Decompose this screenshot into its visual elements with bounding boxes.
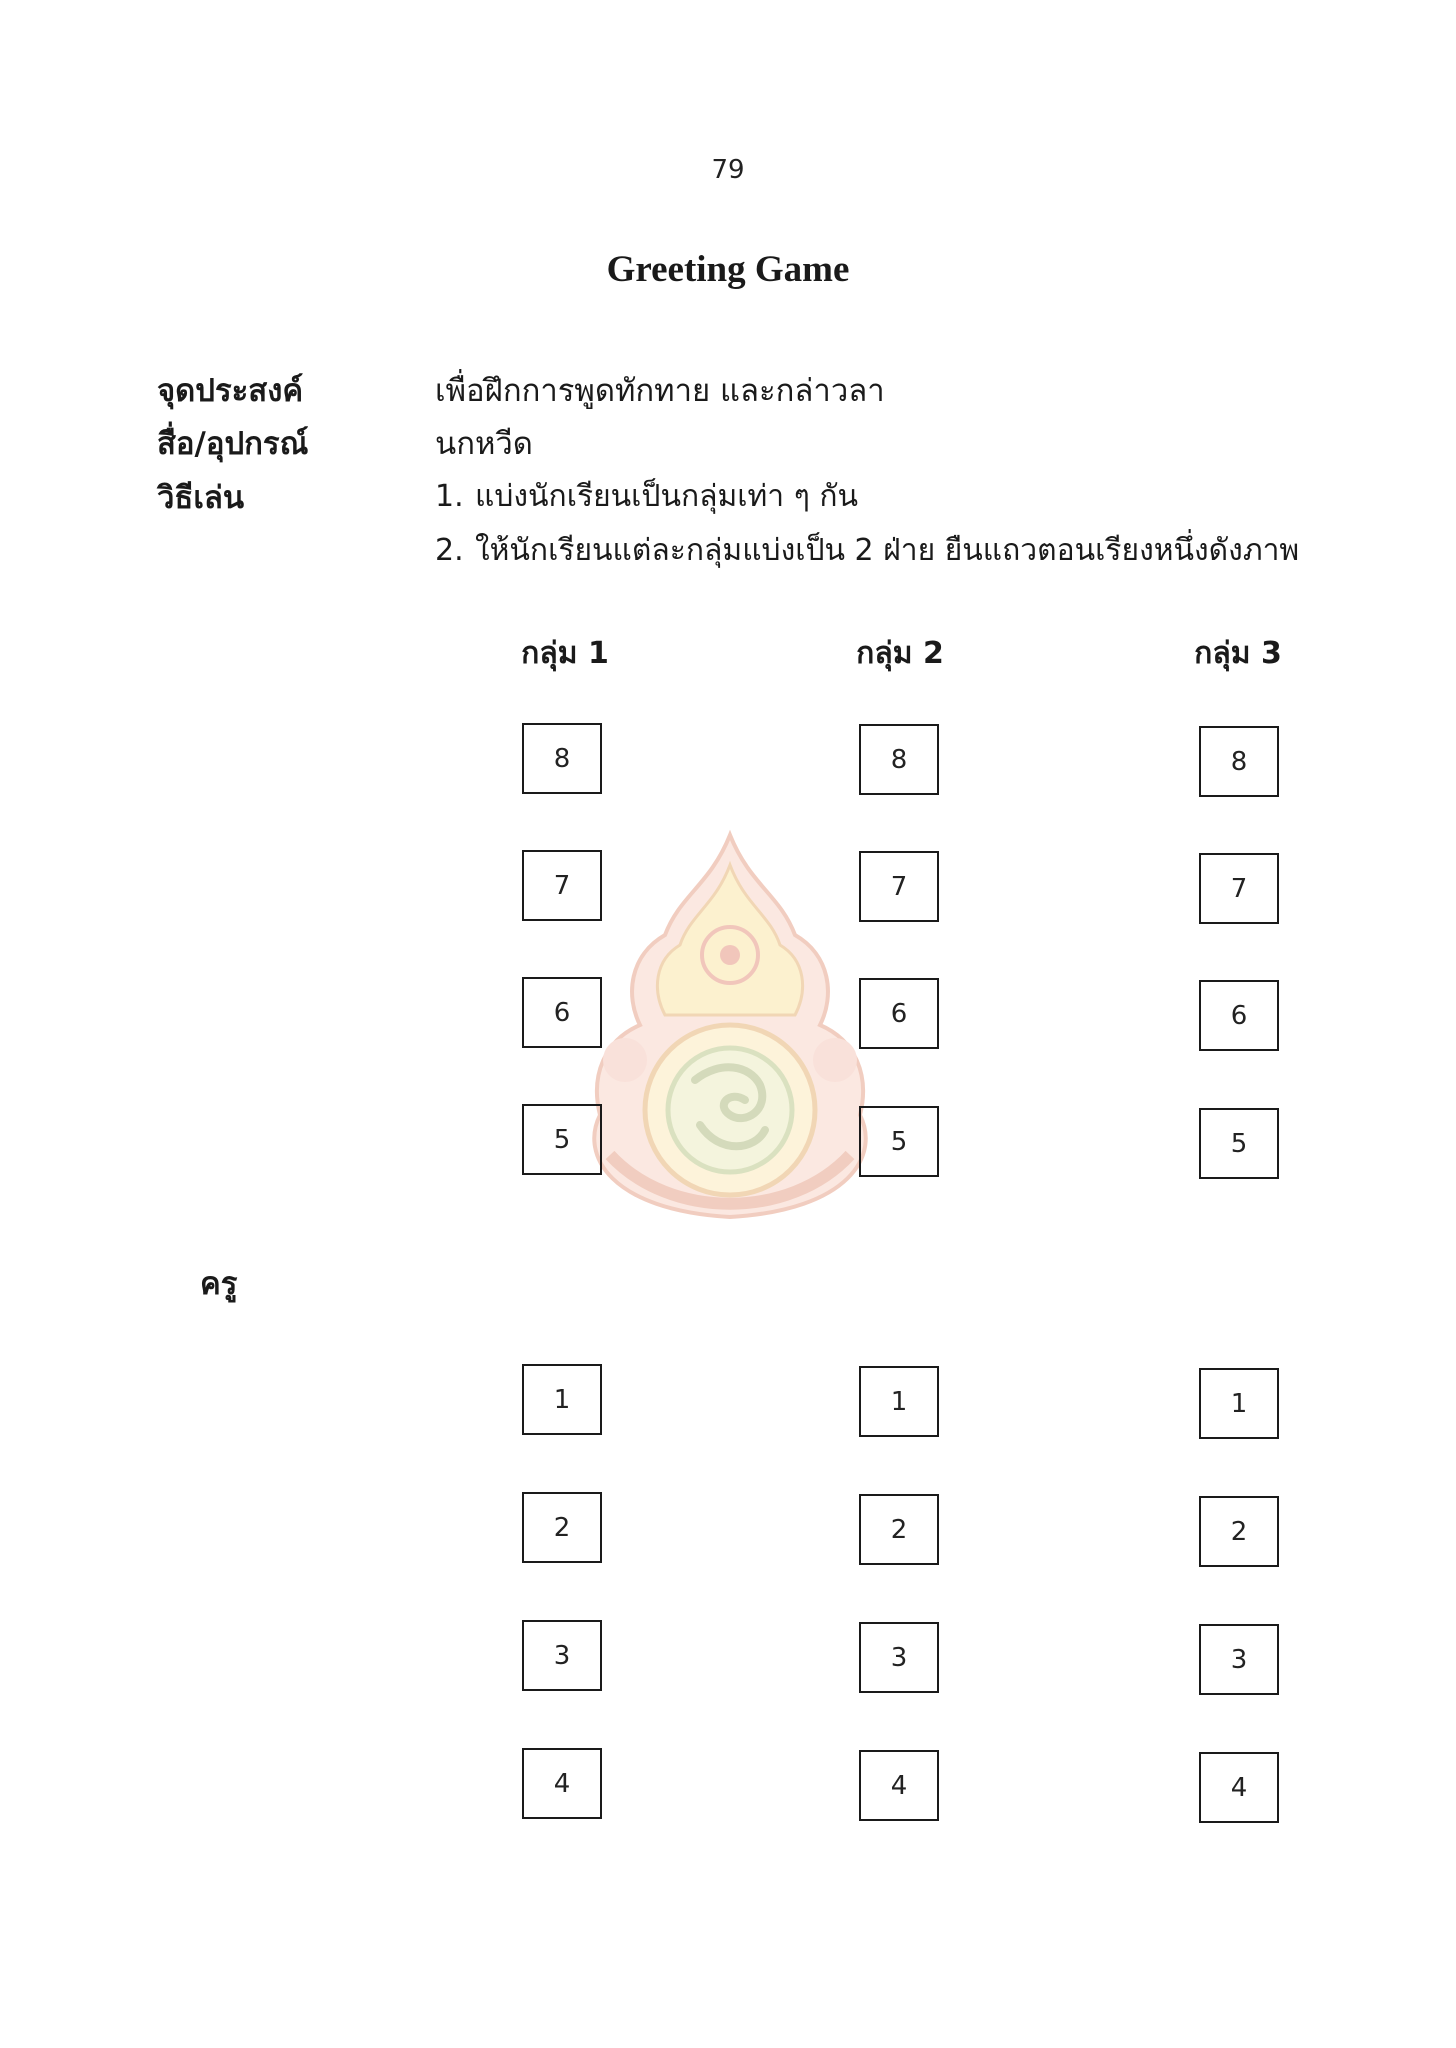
objective-label: จุดประสงค์ bbox=[157, 373, 304, 409]
student-box: 7 bbox=[522, 850, 602, 921]
student-box: 7 bbox=[859, 851, 939, 922]
seal-watermark-icon bbox=[580, 825, 880, 1225]
group-3-header: กลุ่ม 3 bbox=[1194, 636, 1282, 671]
student-box: 8 bbox=[1199, 726, 1279, 797]
student-box: 5 bbox=[859, 1106, 939, 1177]
student-box: 8 bbox=[522, 723, 602, 794]
group-1-header: กลุ่ม 1 bbox=[521, 636, 609, 671]
step-text: ให้นักเรียนแต่ละกลุ่มแบ่งเป็น 2 ฝ่าย ยืนแถวตอนเรียงหนึ่งดังภาพ bbox=[475, 533, 1300, 568]
student-box: 1 bbox=[859, 1366, 939, 1437]
teacher-label: ครู bbox=[200, 1266, 238, 1302]
objective-row bbox=[157, 365, 1357, 415]
materials-value: นกหวีด bbox=[435, 426, 533, 462]
step-item bbox=[435, 470, 1299, 524]
student-box: 4 bbox=[522, 1748, 602, 1819]
page-title: Greeting Game bbox=[606, 249, 850, 290]
student-box: 5 bbox=[1199, 1108, 1279, 1179]
step-number: 2. bbox=[435, 533, 464, 568]
step-item bbox=[435, 524, 1299, 578]
step-text: แบ่งนักเรียนเป็นกลุ่มเท่า ๆ กัน bbox=[475, 479, 859, 514]
student-box: 1 bbox=[522, 1364, 602, 1435]
student-box: 4 bbox=[1199, 1752, 1279, 1823]
student-box: 4 bbox=[859, 1750, 939, 1821]
student-box: 7 bbox=[1199, 853, 1279, 924]
student-box: 2 bbox=[1199, 1496, 1279, 1567]
student-box: 3 bbox=[1199, 1624, 1279, 1695]
materials-label: สื่อ/อุปกรณ์ bbox=[157, 426, 309, 462]
student-box: 2 bbox=[522, 1492, 602, 1563]
how-to-play-label: วิธีเล่น bbox=[157, 480, 245, 516]
materials-row bbox=[157, 418, 1357, 468]
objective-value: เพื่อฝึกการพูดทักทาย และกล่าวลา bbox=[435, 373, 885, 409]
student-box: 5 bbox=[522, 1104, 602, 1175]
group-2-header: กลุ่ม 2 bbox=[856, 636, 944, 671]
page-number: 79 bbox=[711, 155, 745, 185]
student-box: 8 bbox=[859, 724, 939, 795]
student-box: 3 bbox=[859, 1622, 939, 1693]
student-box: 6 bbox=[1199, 980, 1279, 1051]
step-number: 1. bbox=[435, 479, 464, 514]
student-box: 2 bbox=[859, 1494, 939, 1565]
student-box: 3 bbox=[522, 1620, 602, 1691]
student-box: 6 bbox=[522, 977, 602, 1048]
student-box: 1 bbox=[1199, 1368, 1279, 1439]
student-box: 6 bbox=[859, 978, 939, 1049]
steps-list bbox=[435, 470, 1299, 578]
